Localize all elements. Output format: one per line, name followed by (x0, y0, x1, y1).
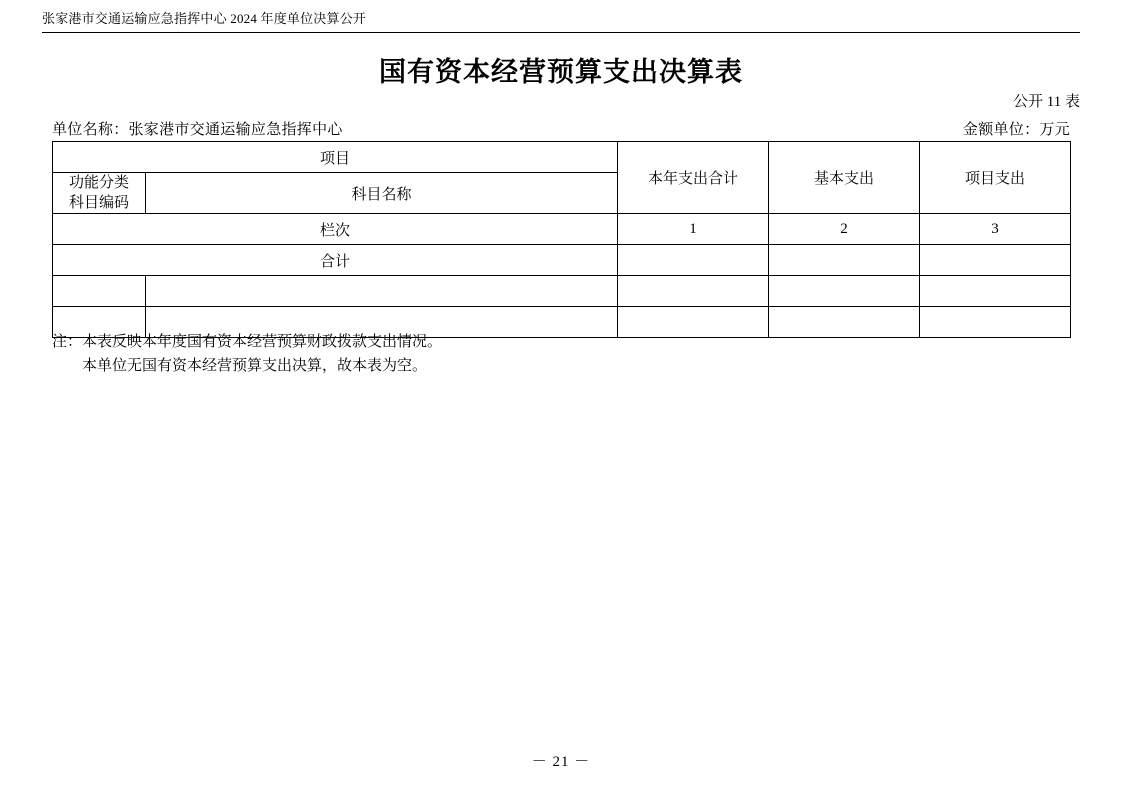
table-row (53, 276, 1071, 307)
sheet-label: 公开 11 表 (1013, 94, 1080, 110)
header-function-code-line1: 功能分类 (68, 175, 129, 191)
unit-name-label: 单位名称：张家港市交通运输应急指挥中心 (52, 122, 343, 138)
row-total-label: 合计 (53, 245, 618, 276)
page-number: － 21 － (531, 754, 591, 770)
row-total-value-project (920, 245, 1071, 276)
budget-expenditure-table (52, 141, 1071, 338)
row-2-basic (769, 276, 920, 307)
row-2-total (618, 276, 769, 307)
header-function-code (53, 173, 146, 214)
header-project-group: 项目 (53, 142, 618, 173)
row-total-value-basic (769, 245, 920, 276)
table-header-row-group (53, 142, 1071, 173)
header-function-code-line2: 科目编码 (68, 195, 129, 211)
header-total: 本年支出合计 (618, 142, 769, 214)
header-project: 项目支出 (920, 142, 1071, 214)
note-line-1: 注：本表反映本年度国有资本经营预算财政拨款支出情况。 (52, 334, 443, 350)
table-column-index-row (53, 214, 1071, 245)
column-index-3: 3 (920, 214, 1071, 245)
meta-row (52, 118, 1070, 139)
column-index-1: 1 (618, 214, 769, 245)
table-notes (52, 330, 1070, 378)
row-total-value-total (618, 245, 769, 276)
header-basic: 基本支出 (769, 142, 920, 214)
column-index-2: 2 (769, 214, 920, 245)
header-subject-name: 科目名称 (146, 173, 618, 214)
row-2-project (920, 276, 1071, 307)
row-2-code (53, 276, 146, 307)
page-title: 国有资本经营预算支出决算表 (379, 57, 743, 87)
amount-unit-label: 金额单位：万元 (962, 122, 1070, 138)
running-header: 张家港市交通运输应急指挥中心 2024 年度单位决算公开 (42, 10, 1080, 33)
table-row (53, 245, 1071, 276)
note-line-2: 本单位无国有资本经营预算支出决算，故本表为空。 (82, 358, 428, 374)
row-2-name (146, 276, 618, 307)
column-index-label: 栏次 (53, 214, 618, 245)
